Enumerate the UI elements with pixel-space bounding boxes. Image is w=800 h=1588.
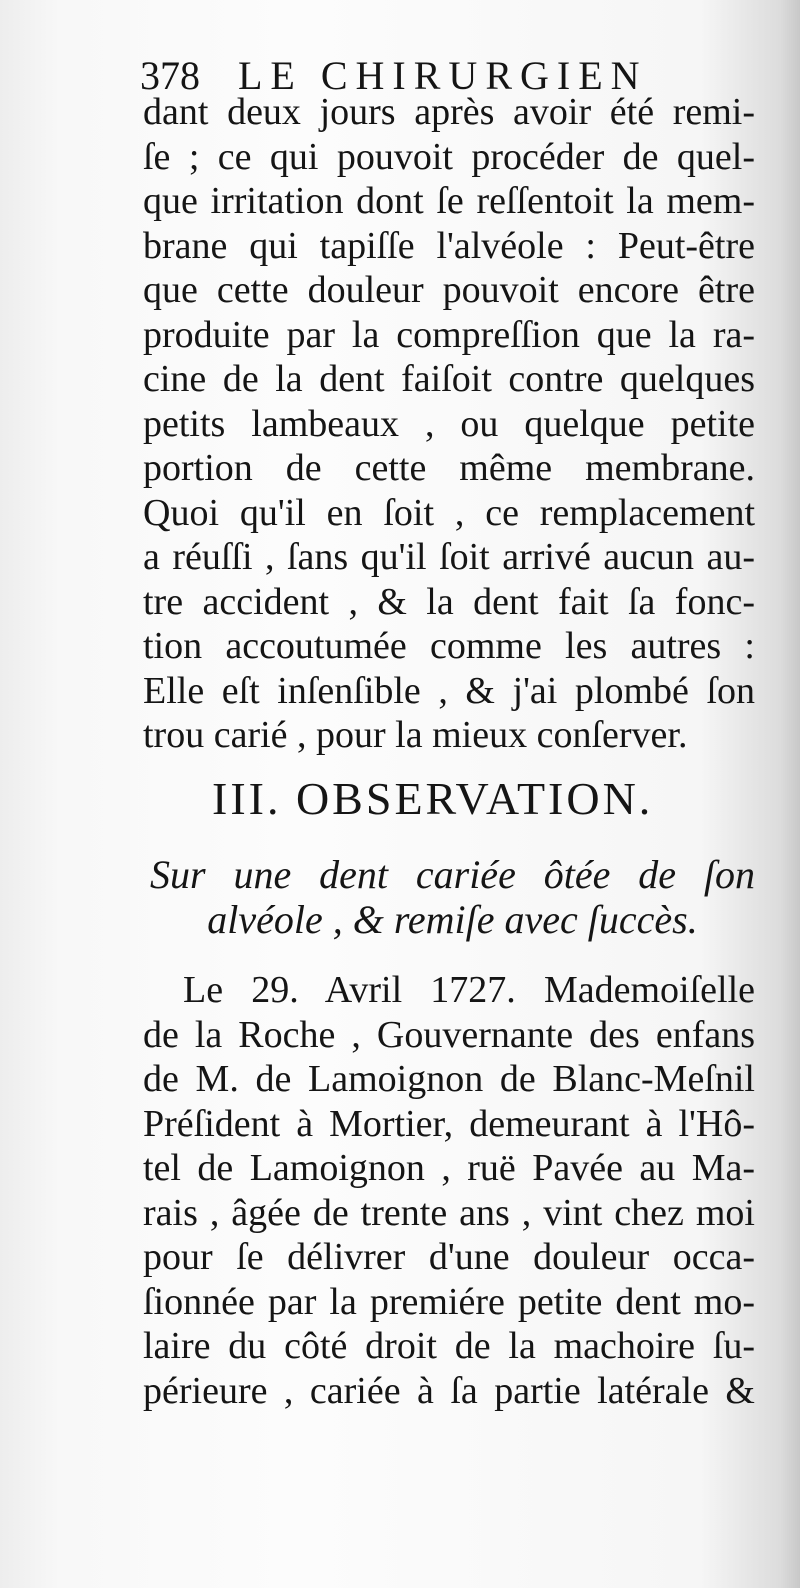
text-line: rais , âgée de trente ans , vint chez moi — [143, 1191, 755, 1234]
text-line: Quoi qu'il en ſoit , ce remplacement — [143, 491, 755, 534]
text-line: Elle eſt inſenſible , & j'ai plombé ſon — [143, 669, 755, 712]
text-line: pour ſe délivrer d'une douleur occa- — [143, 1236, 755, 1278]
text-line: que cette douleur pouvoit encore être — [143, 269, 755, 311]
text-line: petits lambeaux , ou quelque petite — [143, 402, 755, 445]
text-line: brane qui tapiſſe l'alvéole : Peut-être — [143, 224, 755, 267]
running-title: LE CHIRURGIEN — [238, 53, 648, 98]
text-line: tel de Lamoignon , ruë Pavée au Ma- — [143, 1147, 755, 1189]
text-line: dant deux jours après avoir été remi- — [143, 91, 755, 133]
text-line: tion accoutumée comme les autres : — [143, 625, 755, 667]
text-line: tre accident , & la dent fait ſa fonc- — [143, 580, 755, 623]
text-line: a réuſſi , ſans qu'il ſoit arrivé aucun au- — [143, 536, 755, 578]
text-line: que irritation dont ſe reſſentoit la mem- — [143, 180, 755, 222]
section-subtitle — [150, 848, 755, 942]
section-heading: III. OBSERVATION. — [212, 773, 654, 824]
subtitle-line: alvéole , & remiſe avec ſuccès. — [207, 896, 698, 942]
page-number: 378 — [140, 53, 200, 98]
paragraph-observation — [143, 968, 755, 1413]
text-line: trou carié , pour la mieux conſerver. — [143, 714, 688, 756]
text-line: de la Roche , Gouvernante des enfans — [143, 1013, 755, 1056]
text-line: produite par la compreſſion que la ra- — [143, 313, 755, 356]
text-line: laire du côté droit de la machoire ſu- — [143, 1325, 755, 1367]
subtitle-line: Sur une dent cariée ôtée de ſon — [150, 852, 755, 897]
text-line: Le 29. Avril 1727. Mademoiſelle — [183, 969, 755, 1011]
text-line: ſe ; ce qui pouvoit procéder de quel- — [143, 135, 755, 178]
text-line: cine de la dent faiſoit contre quelques — [143, 358, 755, 400]
text-line: Préſident à Mortier, demeurant à l'Hô- — [143, 1102, 755, 1145]
text-line: périeure , cariée à ſa partie latérale & — [143, 1369, 755, 1412]
text-line: de M. de Lamoignon de Blanc-Meſnil — [143, 1058, 755, 1100]
text-line: ſionnée par la premiére petite dent mo- — [143, 1280, 755, 1323]
paragraph-continuation — [143, 90, 755, 758]
text-line: portion de cette même membrane. — [143, 447, 755, 489]
